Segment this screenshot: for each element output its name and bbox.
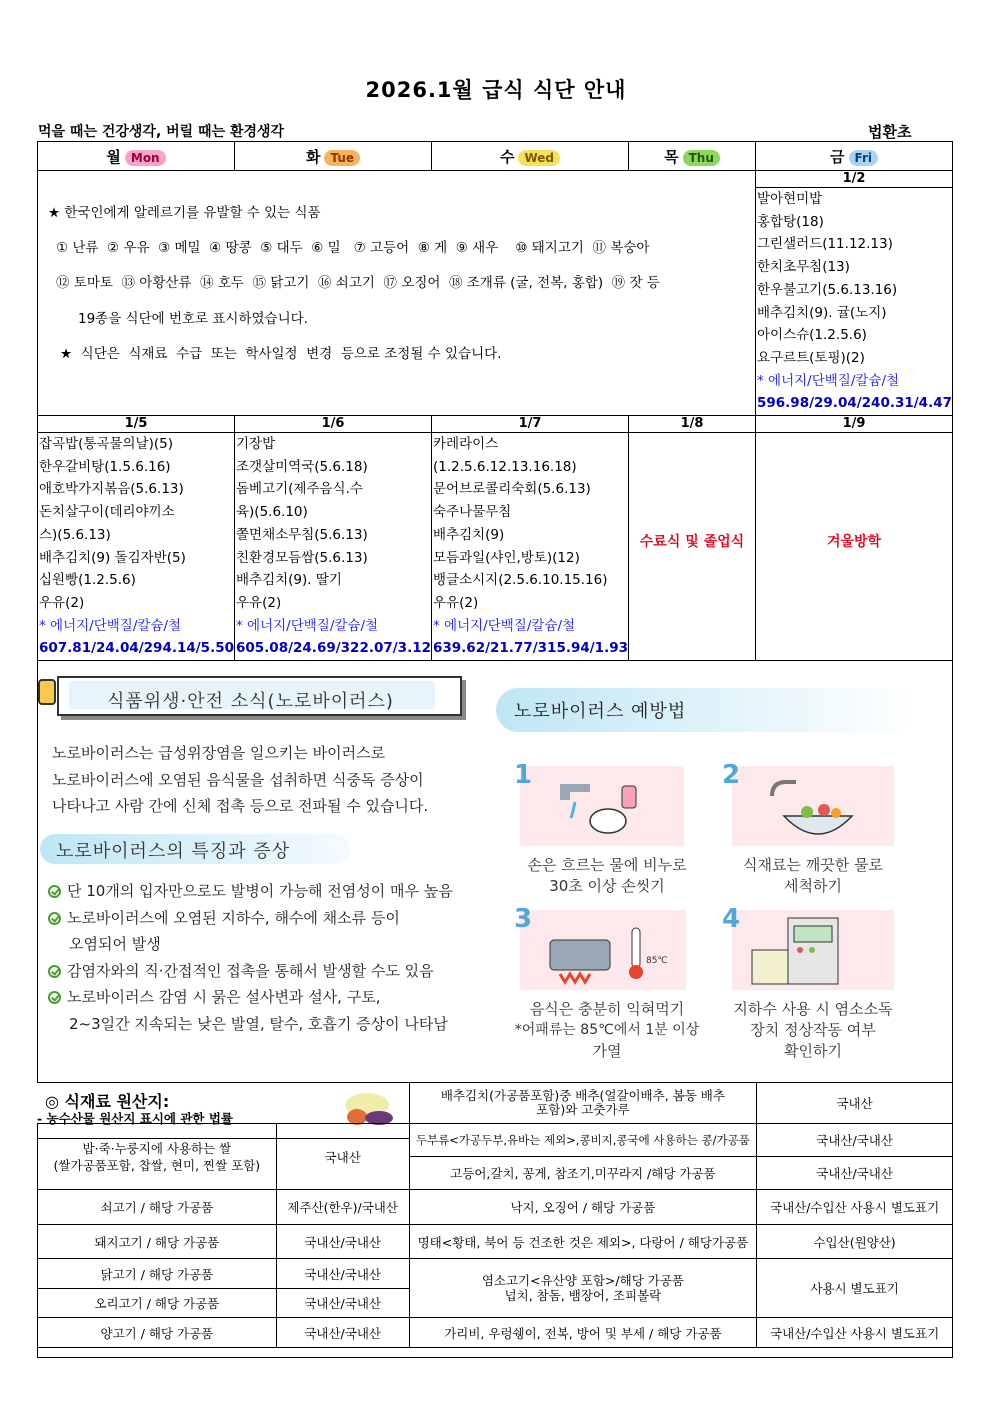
step-number: 4 bbox=[722, 904, 741, 934]
check-icon bbox=[48, 991, 61, 1004]
bowl-wash-icon bbox=[732, 766, 894, 846]
school-name: 법환초 bbox=[868, 123, 912, 141]
step-card-chlorine bbox=[732, 910, 894, 990]
origin-header: ◎ 식재료 원산지: - 농수산물 원산지 표시에 관한 법률 bbox=[37, 1082, 409, 1139]
folder-tab-icon bbox=[37, 676, 57, 706]
allergy-notice: ★ 한국인에게 알레르기를 유발할 수 있는 식품 ① 난류 ② 우유 ③ 메밀 ④ 땅콩 ⑤ 대두 ⑥ 밀 ⑦ 고등어 ⑧ 게 ⑨ 새우 ⑩ 돼지고기 ⑪ 복숭아 ⑫ 토마토 ⑬ 아황산류 ⑭ 호두 ⑮ 닭고기 ⑯ 쇠고기 ⑰ 오징어 ⑱ 조개류 (굴, 전복, 홍합) ⑲ 잣 등 19종을 식단에 번호로 표시하였습니다. ★ 식단은 식재료 수급 또는 학사일정 변경 등으로 조정될 수 있습니다. bbox=[38, 171, 756, 416]
step-card-cook bbox=[520, 910, 686, 990]
step-card-handwash bbox=[520, 766, 684, 846]
step-number: 2 bbox=[722, 760, 741, 790]
step-card-washing bbox=[732, 766, 894, 846]
menu-day-1-8: 1/8 수료식 및 졸업식 bbox=[629, 416, 756, 661]
special-event: 수료식 및 졸업식 bbox=[639, 534, 745, 551]
step-caption: 손은 흐르는 물에 비누로 30초 이상 손씻기 bbox=[527, 856, 687, 895]
origin-title: ◎ 식재료 원산지: bbox=[45, 1092, 170, 1111]
menu-table bbox=[37, 141, 953, 661]
feature-title: 노로바이러스의 특징과 증상 bbox=[56, 841, 291, 862]
step-caption: 식재료는 깨끗한 물로 세척하기 bbox=[743, 856, 883, 895]
day-header-fri: 금 Fri bbox=[756, 142, 953, 171]
menu-day-1-7: 1/7 카레라이스 (1.2.5.6.12.13.16.18) 문어브로콜리숙회(5.6.13) 숙주나물무침 배추김치(9) 모듬과일(샤인,방토)(12) 뱅글소시지(2.5.6.10.15.16) 우유(2) * 에너지/단백질/칼슘/철 639.62/21.77/315.94/1.93 bbox=[432, 416, 629, 661]
temperature-label: 85℃ bbox=[646, 956, 668, 966]
cooking-pot-icon bbox=[520, 910, 686, 990]
origin-subtitle: 농수산물 원산지 표시에 관한 법률 bbox=[46, 1111, 234, 1126]
slogan: 먹을 때는 건강생각, 버릴 때는 환경생각 bbox=[38, 124, 285, 140]
handwash-icon bbox=[520, 766, 684, 846]
special-event: 겨울방학 bbox=[826, 534, 882, 551]
check-icon bbox=[48, 965, 61, 978]
check-icon bbox=[48, 912, 61, 925]
step-number: 3 bbox=[514, 904, 533, 934]
step-caption: 지하수 사용 시 염소소독 장치 정상작동 여부 확인하기 bbox=[733, 1000, 893, 1060]
prevention-title: 노로바이러스 예방법 bbox=[514, 701, 687, 722]
menu-day-1-5: 1/5 잡곡밥(통곡물의날)(5) 한우갈비탕(1.5.6.16) 애호박가지볶음(5.6.13) 돈치살구이(데리야끼소 스)(5.6.13) 배추김치(9) 돌김자반(5) 십원빵(1.2.5.6) 우유(2) * 에너지/단백질/칼슘/철 607.81/24.04/294.14/5.50 bbox=[38, 416, 235, 661]
menu-day-1-9: 1/9 겨울방학 bbox=[756, 416, 953, 661]
day-header-wed: 수 Wed bbox=[432, 142, 629, 171]
menu-day-1-6: 1/6 기장밥 조갯살미역국(5.6.18) 돔베고기(제주음식.수 육)(5.6.10) 쫄면채소무침(5.6.13) 친환경모듬쌈(5.6.13) 배추김치(9). 딸기 우유(2) * 에너지/단백질/칼슘/철 605.08/24.69/322.07/3.12 bbox=[235, 416, 432, 661]
hygiene-title-box: 식품위생·안전 소식(노로바이러스) bbox=[57, 676, 462, 716]
chlorine-device-icon bbox=[732, 910, 894, 990]
check-icon bbox=[48, 885, 61, 898]
day-header-thu: 목 Thu bbox=[629, 142, 756, 171]
feature-list: 단 10개의 입자만으로도 발병이 가능해 전염성이 매우 높음 노로바이러스에 오염된 지하수, 해수에 채소류 등이 오염되어 발생 감염자와의 직·간접적인 접촉을 통해서 발생할 수도 있음 노로바이러스 감염 시 묽은 설사변과 설사, 구토, 2~3일간 지속되는 낮은 발열, 탈수, 호흡기 증상이 나타남 bbox=[48, 878, 453, 1037]
day-header-mon: 월 Mon bbox=[38, 142, 235, 171]
page-title: 2026.1월 급식 식단 안내 bbox=[365, 78, 627, 102]
origin-table: 배추김치(가공품포함)중 배추(얼갈이배추, 봄동 배추 포함)와 고춧가루 국내산 밥·죽·누룽지에 사용하는 쌀 (쌀가공품포함, 찹쌀, 현미, 찐쌀 포함) 국내산 두부류<가공두부,유바는 제외>,콩비지,콩국에 사용하는 콩/가공품 국내산/국내산 고등어,갈치, 꽁게, 참조기,미꾸라지 /해당 가공품 국내산/국내산 쇠고기 / 해당 가공품 제주산(한우)/국내산 낙지, 오징어 / 해당 가공품 국내산/수입산 사용시 별도표기 돼지고기 / 해당 가공품 국내산/국내산 명태<황태, 북어 등 건조한 것은 제외>, 다랑어 / 해당가공품 수입산(원양산) 닭고기 / 해당 가공품 국내산/국내산 염소고기<유산양 포함>/해당 가공품 넙치, 참돔, 뱀장어, 조피볼락 사용시 별도표기 오리고기 / 해당 가공품 국내산/국내산 양고기 / 해당 가공품 국내산/국내산 가리비, 우렁쉥이, 전복, 방어 및 부세 / 해당 가공품 국내산/수입산 사용시 별도표기 bbox=[37, 1082, 953, 1348]
norovirus-intro: 노로바이러스는 급성위장염을 일으키는 바이러스로 노로바이러스에 오염된 음식물을 섭취하면 식중독 증상이 나타나고 사람 간에 신체 접촉 등으로 전파될 수 있습니다. bbox=[52, 744, 429, 815]
step-caption: 음식은 충분히 익혀먹기 *어패류는 85℃에서 1분 이상 가열 bbox=[514, 1000, 700, 1060]
step-number: 1 bbox=[514, 760, 533, 790]
day-header-tue: 화 Tue bbox=[235, 142, 432, 171]
menu-day-1-2: 1/2 발아현미밥 홍합탕(18) 그린샐러드(11.12.13) 한치초무침(13) 한우불고기(5.6.13.16) 배추김치(9). 귤(노지) 아이스슈(1.2.5.6) 요구르트(토핑)(2) * 에너지/단백질/칼슘/철 596.98/29.04/240.31/4.47 bbox=[756, 171, 953, 416]
